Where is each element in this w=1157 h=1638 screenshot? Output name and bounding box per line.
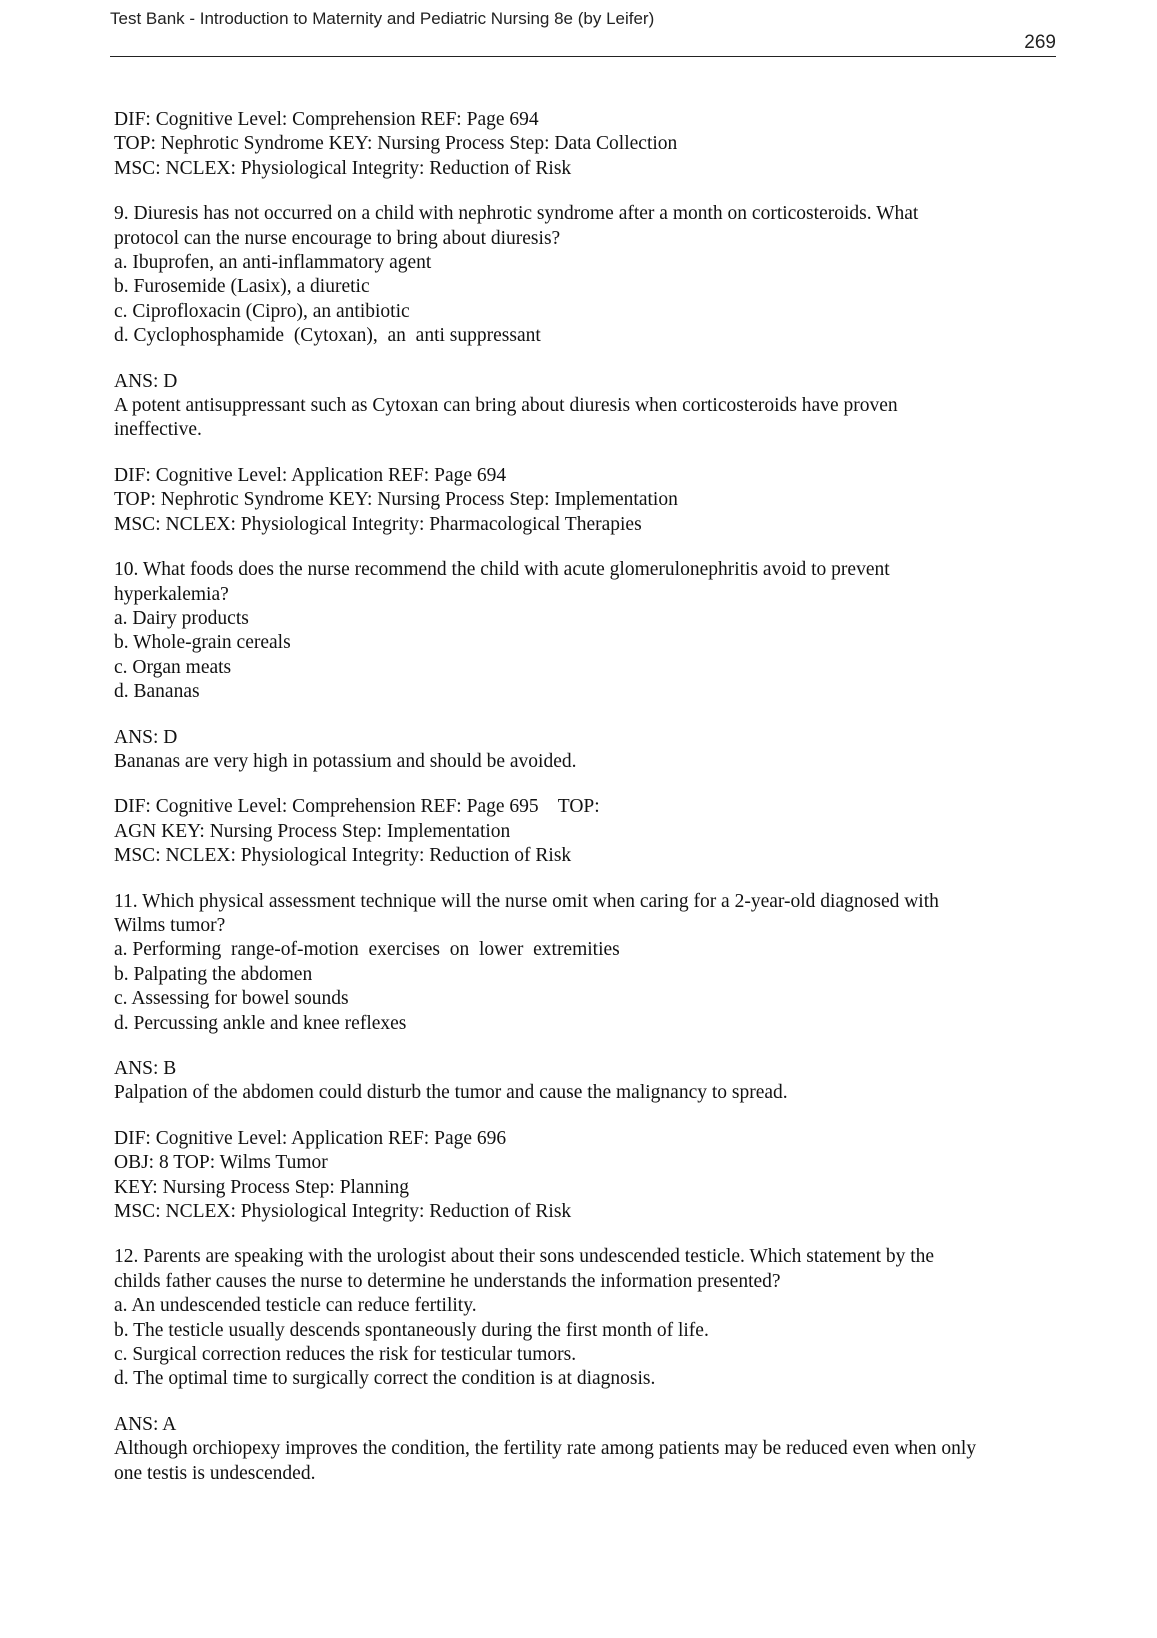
answer-option: b. Furosemide (Lasix), a diuretic bbox=[114, 276, 370, 298]
metadata-line: OBJ: 8 TOP: Wilms Tumor bbox=[114, 1152, 328, 1174]
question-block bbox=[114, 1245, 1064, 1391]
answer-option: b. Palpating the abdomen bbox=[114, 963, 313, 985]
answer-metadata-block bbox=[114, 108, 1064, 181]
answer-key: ANS: D bbox=[114, 370, 178, 392]
answer-rationale: Bananas are very high in potassium and should be avoided. bbox=[114, 750, 577, 772]
question-block bbox=[114, 558, 1064, 704]
answer-metadata-block bbox=[114, 464, 1064, 537]
answer-block bbox=[114, 726, 1064, 775]
metadata-line: MSC: NCLEX: Physiological Integrity: Reduction of Risk bbox=[114, 1201, 572, 1223]
metadata-line: MSC: NCLEX: Physiological Integrity: Pharmacological Therapies bbox=[114, 513, 642, 535]
answer-block bbox=[114, 370, 1064, 443]
metadata-line: MSC: NCLEX: Physiological Integrity: Reduction of Risk bbox=[114, 845, 572, 867]
answer-option: c. Ciprofloxacin (Cipro), an antibiotic bbox=[114, 300, 410, 322]
answer-option: d. Percussing ankle and knee reflexes bbox=[114, 1012, 407, 1034]
question-text: 11. Which physical assessment technique will the nurse omit when caring for a 2-year-old diagnosed with bbox=[114, 890, 939, 912]
question-block bbox=[114, 890, 1064, 1036]
answer-block bbox=[114, 1057, 1064, 1106]
answer-metadata-block bbox=[114, 1127, 1064, 1225]
answer-option: b. The testicle usually descends spontaneously during the first month of life. bbox=[114, 1319, 709, 1341]
answer-option: a. Dairy products bbox=[114, 607, 249, 629]
metadata-line: AGN KEY: Nursing Process Step: Implementation bbox=[114, 820, 511, 842]
answer-option: b. Whole-grain cereals bbox=[114, 632, 291, 654]
answer-key: ANS: D bbox=[114, 726, 178, 748]
document-title: Test Bank - Introduction to Maternity and Pediatric Nursing 8e (by Leifer) bbox=[110, 9, 655, 28]
question-text: protocol can the nurse encourage to bring about diuresis? bbox=[114, 227, 561, 249]
page-header bbox=[110, 8, 1056, 57]
answer-metadata-block bbox=[114, 795, 1064, 868]
metadata-line: DIF: Cognitive Level: Comprehension REF: Page 694 bbox=[114, 109, 539, 130]
answer-key: ANS: A bbox=[114, 1413, 177, 1435]
question-text: 10. What foods does the nurse recommend the child with acute glomerulonephritis avoid to prevent bbox=[114, 559, 890, 581]
answer-rationale: A potent antisuppressant such as Cytoxan can bring about diuresis when corticosteroids have proven bbox=[114, 395, 898, 417]
document-body bbox=[114, 108, 1064, 1507]
answer-rationale: ineffective. bbox=[114, 419, 202, 441]
answer-option: c. Organ meats bbox=[114, 656, 232, 678]
metadata-line: KEY: Nursing Process Step: Planning bbox=[114, 1176, 410, 1198]
answer-block bbox=[114, 1413, 1064, 1486]
answer-option: a. An undescended testicle can reduce fertility. bbox=[114, 1295, 477, 1317]
metadata-line: MSC: NCLEX: Physiological Integrity: Reduction of Risk bbox=[114, 157, 572, 179]
answer-option: d. Cyclophosphamide (Cytoxan), an anti suppressant bbox=[114, 325, 541, 347]
question-text: 9. Diuresis has not occurred on a child with nephrotic syndrome after a month on corticosteroids. What bbox=[114, 203, 919, 225]
answer-option: c. Assessing for bowel sounds bbox=[114, 988, 349, 1010]
answer-option: c. Surgical correction reduces the risk for testicular tumors. bbox=[114, 1344, 577, 1366]
metadata-line: DIF: Cognitive Level: Comprehension REF: Page 695 TOP: bbox=[114, 796, 600, 818]
answer-rationale: one testis is undescended. bbox=[114, 1462, 316, 1484]
page-number: 269 bbox=[1024, 32, 1056, 53]
question-text: childs father causes the nurse to determine he understands the information presented? bbox=[114, 1270, 781, 1292]
answer-rationale: Palpation of the abdomen could disturb the tumor and cause the malignancy to spread. bbox=[114, 1082, 788, 1104]
metadata-line: TOP: Nephrotic Syndrome KEY: Nursing Process Step: Data Collection bbox=[114, 133, 678, 155]
question-text: hyperkalemia? bbox=[114, 583, 229, 605]
metadata-line: DIF: Cognitive Level: Application REF: Page 696 bbox=[114, 1127, 507, 1149]
question-text: Wilms tumor? bbox=[114, 914, 226, 936]
answer-rationale: Although orchiopexy improves the condition, the fertility rate among patients may be reduced even when only bbox=[114, 1438, 977, 1460]
answer-option: a. Performing range-of-motion exercises on lower extremities bbox=[114, 939, 620, 961]
answer-option: a. Ibuprofen, an anti-inflammatory agent bbox=[114, 252, 432, 274]
answer-option: d. The optimal time to surgically correct the condition is at diagnosis. bbox=[114, 1368, 656, 1390]
metadata-line: TOP: Nephrotic Syndrome KEY: Nursing Process Step: Implementation bbox=[114, 489, 678, 511]
question-text: 12. Parents are speaking with the urologist about their sons undescended testicle. Which statement by the bbox=[114, 1246, 935, 1268]
answer-key: ANS: B bbox=[114, 1058, 177, 1079]
answer-option: d. Bananas bbox=[114, 681, 200, 703]
metadata-line: DIF: Cognitive Level: Application REF: Page 694 bbox=[114, 464, 507, 486]
question-block bbox=[114, 202, 1064, 348]
